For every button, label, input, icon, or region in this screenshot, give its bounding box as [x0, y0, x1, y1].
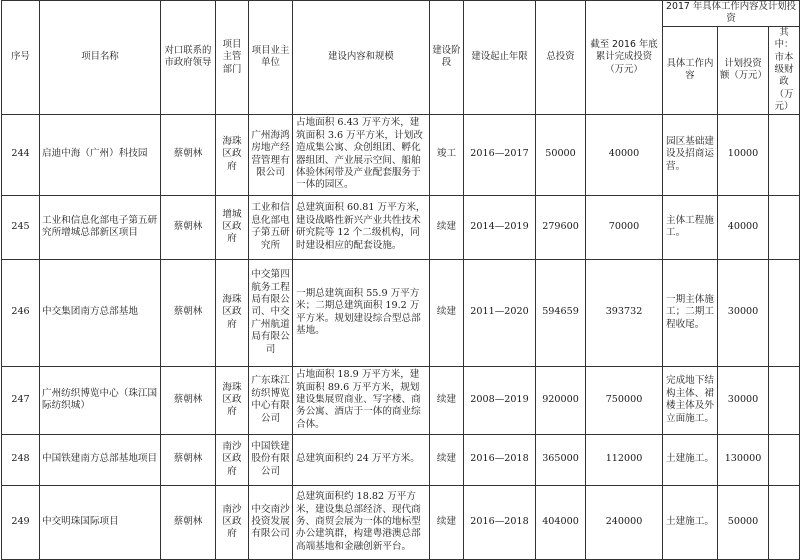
cell-period: 2016—2017	[464, 114, 536, 195]
cell-completed: 112000	[586, 434, 663, 485]
cell-owner: 工业和信息化部电子第五研究所	[249, 195, 293, 259]
cell-total: 920000	[536, 366, 586, 434]
cell-plan-invest: 10000	[718, 114, 769, 195]
header-total: 总投资	[536, 1, 586, 115]
cell-dept: 增城区政府	[216, 195, 249, 259]
cell-fiscal	[769, 114, 800, 195]
cell-total: 365000	[536, 434, 586, 485]
cell-fiscal	[769, 195, 800, 259]
cell-owner: 广州海鸿房地产经营管理有限公司	[249, 114, 293, 195]
cell-fiscal	[769, 259, 800, 366]
cell-total: 50000	[536, 114, 586, 195]
cell-name: 中交集团南方总部基地	[40, 259, 161, 366]
cell-work: 土建施工。	[663, 434, 718, 485]
cell-name: 启迪中海（广州）科技园	[40, 114, 161, 195]
cell-seq: 245	[2, 195, 40, 259]
table-row	[2, 485, 800, 559]
cell-content: 总建筑面积约 24 万平方米。	[293, 434, 430, 485]
cell-plan-invest: 40000	[718, 195, 769, 259]
cell-fiscal	[769, 366, 800, 434]
cell-period: 2016—2018	[464, 434, 536, 485]
cell-dept: 南沙区政府	[216, 485, 249, 559]
cell-content: 总建筑面积 60.81 万平方米，建设战略性新兴产业共性技术研究院等 12 个二级机构，同时建设相应的配套设施。	[293, 195, 430, 259]
header-row-1	[2, 1, 800, 27]
cell-stage: 续建	[430, 366, 464, 434]
table-row	[2, 259, 800, 366]
header-seq: 序号	[2, 1, 40, 115]
cell-completed: 750000	[586, 366, 663, 434]
cell-stage: 竣工	[430, 114, 464, 195]
cell-stage: 续建	[430, 485, 464, 559]
header-plan-2017: 2017 年具体工作内容及计划投资	[663, 1, 800, 27]
header-name: 项目名称	[40, 1, 161, 115]
cell-seq: 247	[2, 366, 40, 434]
cell-owner: 广东珠江纺织博览中心有限公司	[249, 366, 293, 434]
header-content: 建设内容和规模	[293, 1, 430, 115]
cell-plan-invest: 30000	[718, 366, 769, 434]
table-row	[2, 366, 800, 434]
cell-leader: 蔡朝林	[161, 366, 216, 434]
cell-total: 594659	[536, 259, 586, 366]
cell-dept: 南沙区政府	[216, 434, 249, 485]
cell-work: 完成地下结构主体、裙楼主体及外立面施工。	[663, 366, 718, 434]
header-leader: 对口联系的市政府领导	[161, 1, 216, 115]
cell-leader: 蔡朝林	[161, 114, 216, 195]
cell-work: 主体工程施工。	[663, 195, 718, 259]
cell-stage: 续建	[430, 195, 464, 259]
cell-owner: 中交第四航务工程局有限公司、中交广州航道局有限公司	[249, 259, 293, 366]
header-completed: 截至 2016 年底累计完成投资（万元）	[586, 1, 663, 115]
header-work: 具体工作内容	[663, 26, 718, 114]
cell-completed: 40000	[586, 114, 663, 195]
header-stage: 建设阶段	[430, 1, 464, 115]
cell-plan-invest: 130000	[718, 434, 769, 485]
cell-content: 一期总建筑面积 55.9 万平方米；二期总建筑面积 19.2 万平方米。规划建设综合型总部基地。	[293, 259, 430, 366]
cell-completed: 240000	[586, 485, 663, 559]
cell-stage: 续建	[430, 434, 464, 485]
header-period: 建设起止年限	[464, 1, 536, 115]
cell-leader: 蔡朝林	[161, 485, 216, 559]
cell-fiscal	[769, 485, 800, 559]
cell-leader: 蔡朝林	[161, 195, 216, 259]
table-row	[2, 195, 800, 259]
cell-period: 2014—2019	[464, 195, 536, 259]
cell-name: 广州纺织博览中心（珠江国际纺织城）	[40, 366, 161, 434]
project-table	[1, 0, 800, 560]
cell-period: 2011—2020	[464, 259, 536, 366]
header-fiscal: 其中：市本级财政（万元）	[769, 26, 800, 114]
cell-work: 一期主体施工；二期工程收尾。	[663, 259, 718, 366]
header-dept: 项目主管部门	[216, 1, 249, 115]
cell-stage: 续建	[430, 259, 464, 366]
cell-owner: 中国铁建股份有限公司	[249, 434, 293, 485]
cell-fiscal	[769, 434, 800, 485]
cell-period: 2008—2019	[464, 366, 536, 434]
cell-content: 占地面积 6.43 万平方米，建筑面积 3.6 万平方米，计划改造成集公寓、众创组团、孵化器组团、产业展示空间、船舶体验休闲带及产业配套服务于一体的园区。	[293, 114, 430, 195]
cell-plan-invest: 30000	[718, 259, 769, 366]
cell-name: 工业和信息化部电子第五研究所增城总部新区项目	[40, 195, 161, 259]
cell-name: 中交明珠国际项目	[40, 485, 161, 559]
cell-total: 279600	[536, 195, 586, 259]
cell-period: 2016—2018	[464, 485, 536, 559]
cell-seq: 248	[2, 434, 40, 485]
cell-seq: 246	[2, 259, 40, 366]
cell-seq: 244	[2, 114, 40, 195]
table-row	[2, 434, 800, 485]
cell-dept: 海珠区政府	[216, 366, 249, 434]
cell-content: 总建筑面积约 18.82 万平方米，建设集总部经济、现代商务、商贸会展为一体的地标型办公建筑群，构建粤港澳总部高端基地和金融创新平台。	[293, 485, 430, 559]
table-row	[2, 114, 800, 195]
cell-leader: 蔡朝林	[161, 259, 216, 366]
cell-plan-invest: 50000	[718, 485, 769, 559]
cell-dept: 海珠区政府	[216, 259, 249, 366]
cell-dept: 海珠区政府	[216, 114, 249, 195]
cell-content: 占地面积 18.9 万平方米，建筑面积 89.6 万平方米，规划建设集展贸商业、写字楼、商务公寓、酒店于一体的商业综合体。	[293, 366, 430, 434]
cell-completed: 70000	[586, 195, 663, 259]
cell-owner: 中交南沙投资发展有限公司	[249, 485, 293, 559]
cell-work: 土建施工。	[663, 485, 718, 559]
cell-work: 园区基础建设及招商运营。	[663, 114, 718, 195]
header-owner: 项目业主单位	[249, 1, 293, 115]
cell-seq: 249	[2, 485, 40, 559]
cell-total: 404000	[536, 485, 586, 559]
cell-name: 中国铁建南方总部基地项目	[40, 434, 161, 485]
cell-completed: 393732	[586, 259, 663, 366]
header-plan-invest: 计划投资额（万元）	[718, 26, 769, 114]
cell-leader: 蔡朝林	[161, 434, 216, 485]
